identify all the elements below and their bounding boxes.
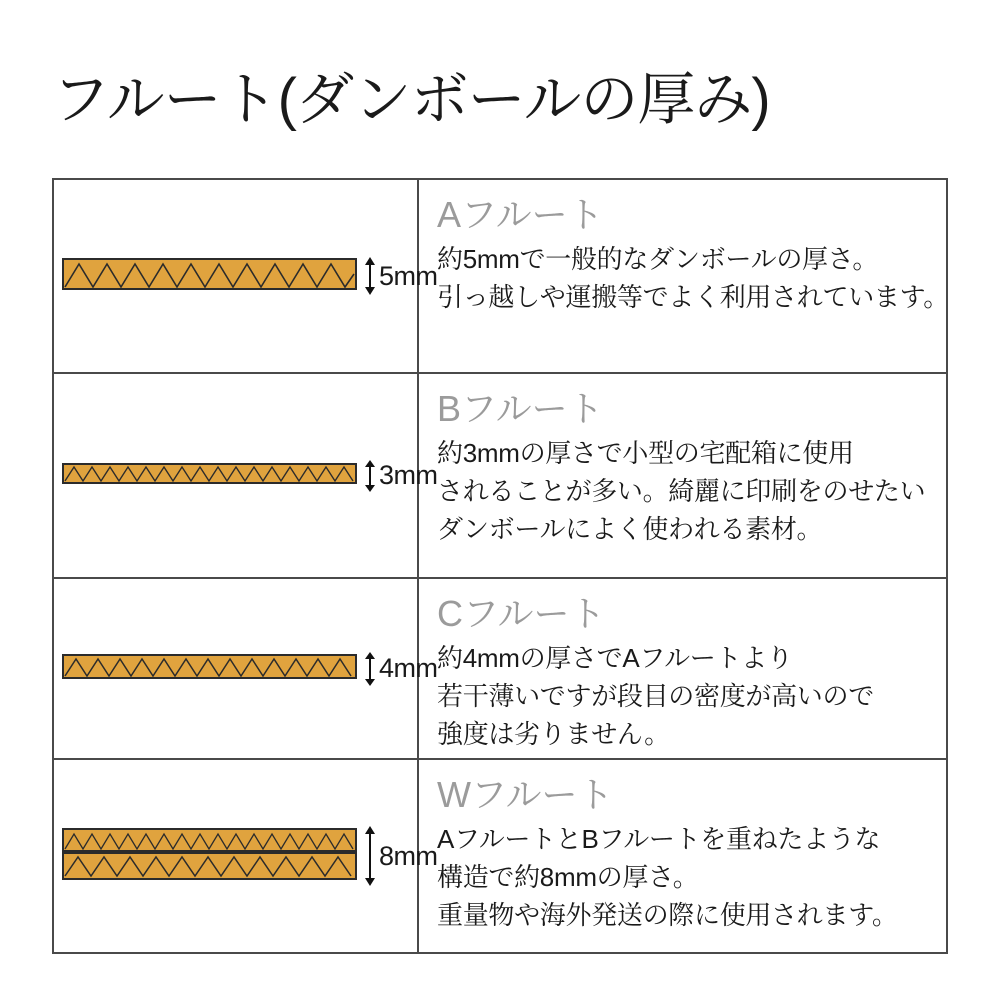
corrugated-board-b: [62, 456, 357, 495]
double-arrow-icon: [363, 825, 377, 887]
flute-illustration-cell-a: [54, 180, 438, 372]
flute-illustration-cell-w: [54, 760, 438, 952]
flute-desc-line: 若干薄いですが段目の密度が高いので: [437, 681, 874, 712]
flute-description-cell-c: [419, 579, 946, 758]
flute-desc-line: 強度は劣りません。: [437, 718, 670, 749]
flute-desc-line: 引っ越しや運搬等でよく利用されています。: [437, 282, 949, 313]
board-a-icon: [62, 254, 357, 294]
flute-wrap-c: [62, 648, 438, 689]
corrugated-board-a: [62, 254, 357, 299]
flute-illustration-cell-c: [54, 579, 438, 758]
flute-wrap-w: [62, 823, 438, 890]
flute-illustration-cell-b: [54, 374, 438, 577]
flute-desc-line: 約3mmの厚さで小型の宅配箱に使用: [437, 438, 854, 469]
double-arrow-icon: [363, 256, 377, 296]
flute-heading: Cフルート: [437, 593, 606, 634]
flute-heading: Bフルート: [437, 388, 604, 429]
thickness-label: 8mm: [379, 840, 438, 871]
flute-description-cell-a: [419, 180, 961, 372]
double-arrow-icon: [363, 459, 377, 493]
flute-description-cell-b: [419, 374, 946, 577]
page-title: フルート(ダンボールの厚み): [52, 67, 770, 132]
board-c-icon: [62, 648, 357, 684]
thickness-dimension-a: [363, 256, 438, 296]
table-row: [54, 579, 946, 760]
corrugated-board-w: [62, 823, 357, 890]
flute-heading: Wフルート: [437, 774, 614, 815]
flute-heading: Aフルート: [437, 194, 604, 235]
thickness-dimension-w: [363, 825, 438, 887]
flute-desc-line: 構造で約8mmの厚さ。: [437, 862, 699, 893]
board-w-icon: [62, 823, 357, 885]
flute-desc-line: ダンボールによく使われる素材。: [437, 513, 823, 544]
board-b-icon: [62, 456, 357, 490]
corrugated-board-c: [62, 648, 357, 689]
thickness-dimension-c: [363, 651, 438, 687]
table-row: [54, 180, 949, 374]
flute-desc-line: されることが多い。綺麗に印刷をのせたい: [437, 476, 926, 507]
thickness-label: 4mm: [379, 653, 438, 683]
table-row: [54, 760, 946, 952]
flute-desc-line: AフルートとBフルートを重ねたような: [437, 824, 881, 855]
flute-description-cell-w: [419, 760, 946, 952]
flute-desc-line: 重量物や海外発送の際に使用されます。: [437, 899, 898, 930]
thickness-label: 3mm: [379, 460, 438, 490]
table-row: [54, 374, 946, 579]
flute-desc-line: 約5mmで一般的なダンボールの厚さ。: [437, 244, 879, 275]
flute-desc-line: 約4mmの厚さでAフルートより: [437, 643, 793, 674]
thickness-label: 5mm: [379, 260, 438, 291]
flute-wrap-a: [62, 254, 438, 299]
thickness-dimension-b: [363, 459, 438, 493]
flute-table: [52, 178, 948, 954]
flute-wrap-b: [62, 456, 438, 495]
double-arrow-icon: [363, 651, 377, 687]
